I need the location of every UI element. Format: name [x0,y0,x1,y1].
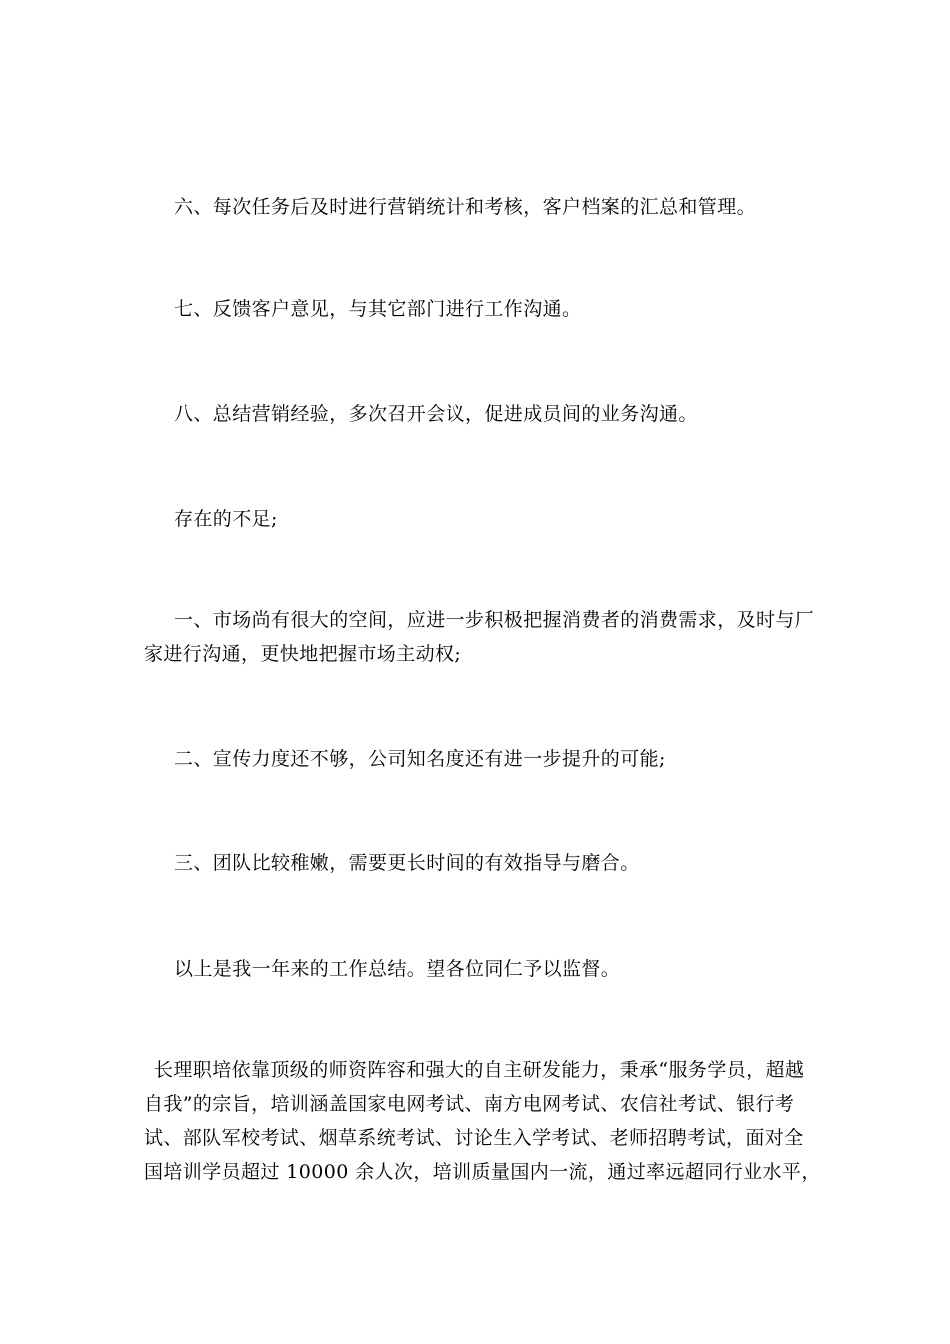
paragraph-text: 六、每次任务后及时进行营销统计和考核，客户档案的汇总和管理。 [174,196,757,218]
paragraph-line: 长理职培依靠顶级的师资阵容和强大的自主研发能力，秉承“服务学员，超越 [154,1059,805,1081]
paragraph-item-7 [144,292,808,326]
paragraph-item-6 [144,190,808,224]
paragraph-line: 自我”的宗旨，培训涵盖国家电网考试、南方电网考试、农信社考试、银行考 [144,1093,795,1115]
closing-paragraph [144,952,808,986]
paragraph-item-shortcoming-3 [144,846,808,880]
heading-text: 存在的不足; [174,508,278,530]
paragraph-line: 一、市场尚有很大的空间，应进一步积极把握消费者的消费需求，及时与厂 [174,609,815,631]
section-heading-shortcomings [144,502,808,536]
paragraph-item-shortcoming-1 [144,603,815,671]
paragraph-text: 二、宣传力度还不够，公司知名度还有进一步提升的可能; [174,748,666,770]
paragraph-line: 试、部队军校考试、烟草系统考试、讨论生入学考试、老师招聘考试，面对全 [144,1127,804,1149]
paragraph-text: 七、反馈客户意见，与其它部门进行工作沟通。 [174,298,582,320]
paragraph-item-8 [144,397,808,431]
paragraph-item-shortcoming-2 [144,742,808,776]
footer-promo-paragraph [144,1053,821,1189]
paragraph-line: 家进行沟通，更快地把握市场主动权; [144,643,462,665]
paragraph-text: 三、团队比较稚嫩，需要更长时间的有效指导与磨合。 [174,852,640,874]
paragraph-text: 八、总结营销经验，多次召开会议，促进成员间的业务沟通。 [174,403,698,425]
paragraph-text: 以上是我一年来的工作总结。望各位同仁予以监督。 [174,958,621,980]
paragraph-line: 国培训学员超过 10000 余人次，培训质量国内一流，通过率远超同行业水平， [144,1161,821,1183]
